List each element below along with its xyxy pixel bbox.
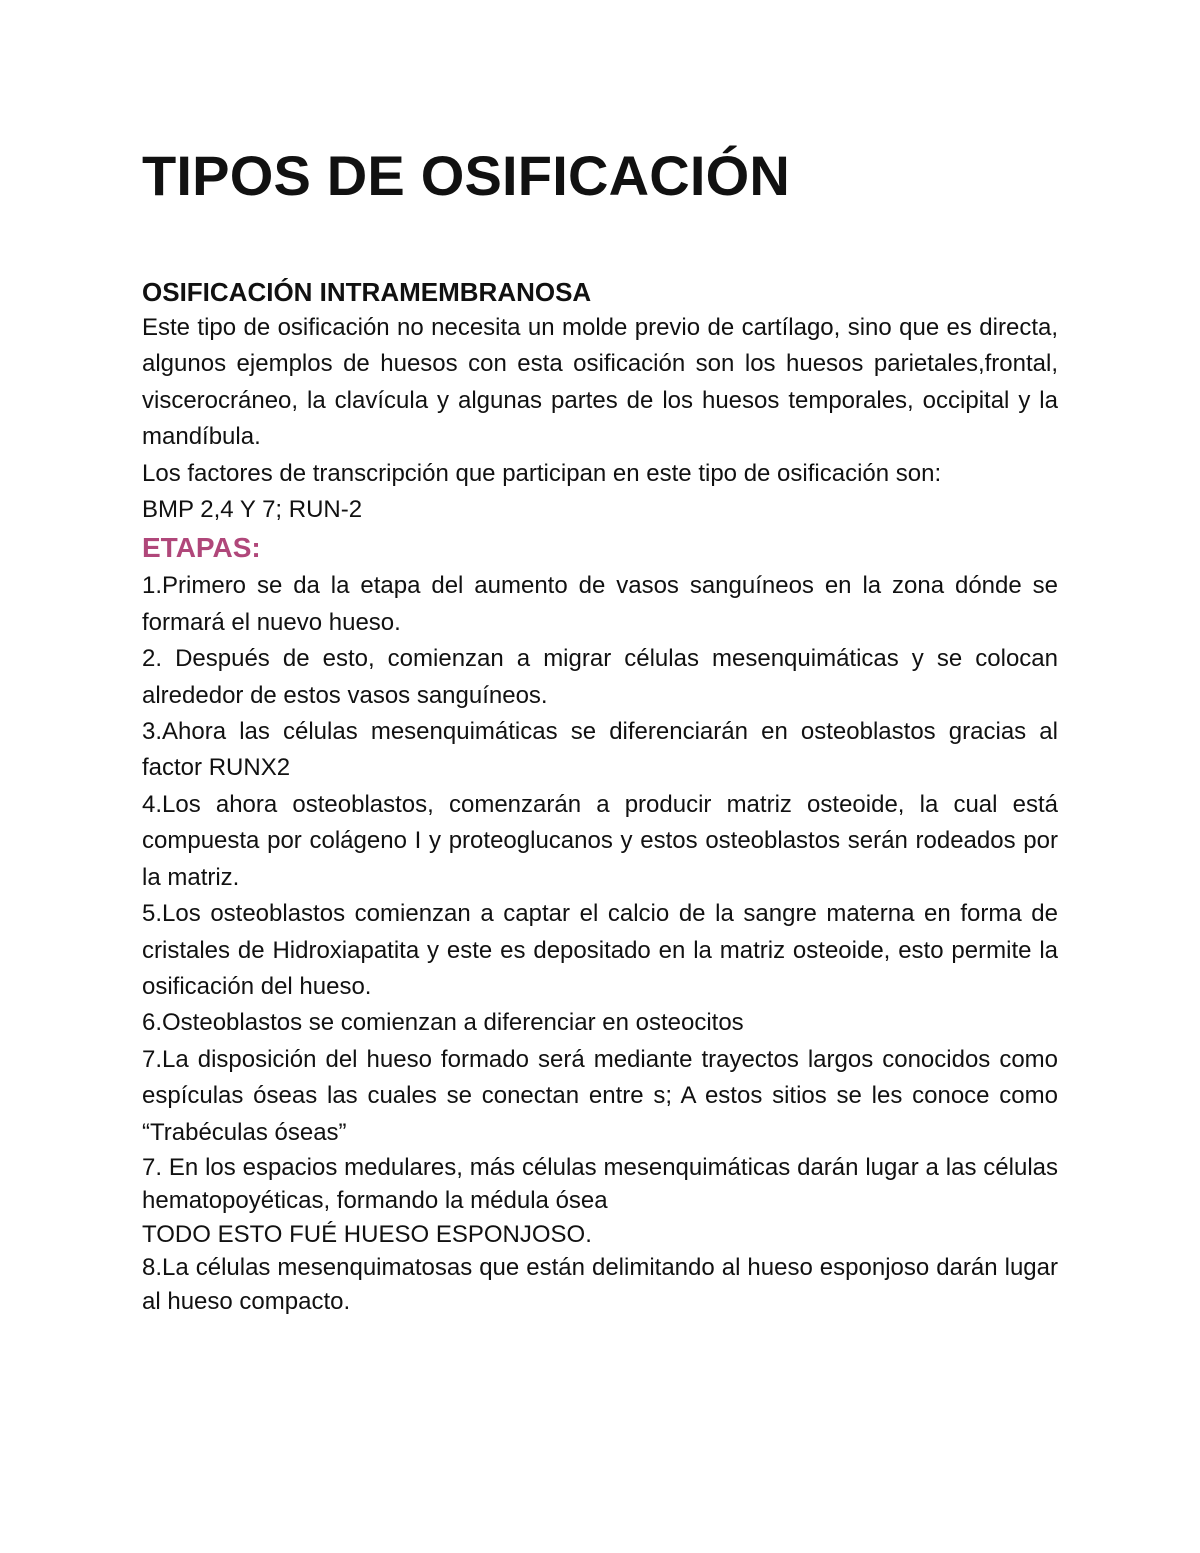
stage-2: 2. Después de esto, comienzan a migrar células mesenquimáticas y se colocan alrededor de estos vasos sanguíneos. <box>142 645 1058 709</box>
section-heading: OSIFICACIÓN INTRAMEMBRANOSA <box>142 277 592 307</box>
factors-line: Los factores de transcripción que participan en este tipo de osificación son: <box>142 459 942 487</box>
stage-7b: 7. En los espacios medulares, más células mesenquimáticas darán lugar a las células hematopoyéticas, formando la médula ósea <box>142 1153 1058 1215</box>
stage-5: 5.Los osteoblastos comienzan a captar el calcio de la sangre materna en forma de cristales de Hidroxiapatita y este es depositado en la matriz osteoide, esto permite la osificación del hueso. <box>142 900 1058 1000</box>
document-page <box>142 140 1058 1318</box>
intro-paragraph: Este tipo de osificación no necesita un molde previo de cartílago, sino que es directa, algunos ejemplos de huesos con esta osificación son los huesos parietales,frontal, viscerocráneo, la clavícula y algunas partes de los huesos temporales, occipital y la mandíbula. <box>142 314 1058 451</box>
stage-6: 6.Osteoblastos se comienzan a diferenciar en osteocitos <box>142 1009 744 1037</box>
factors-values: BMP 2,4 Y 7; RUN-2 <box>142 496 363 524</box>
stage-3: 3.Ahora las células mesenquimáticas se diferenciarán en osteoblastos gracias al factor RUNX2 <box>142 718 1058 782</box>
stage-1: 1.Primero se da la etapa del aumento de vasos sanguíneos en la zona dónde se formará el nuevo hueso. <box>142 572 1058 636</box>
stage-7: 7.La disposición del hueso formado será mediante trayectos largos conocidos como espículas óseas las cuales se conectan entre s; A estos sitios se les conoce como “Trabéculas óseas” <box>142 1045 1058 1146</box>
spongy-bone-note: TODO ESTO FUÉ HUESO ESPONJOSO. <box>142 1220 592 1248</box>
stages-heading: ETAPAS: <box>142 532 261 564</box>
document-title: TIPOS DE OSIFICACIÓN <box>142 144 791 207</box>
stage-4: 4.Los ahora osteoblastos, comenzarán a producir matriz osteoide, la cual está compuesta por colágeno I y proteoglucanos y estos osteoblastos serán rodeados por la matriz. <box>142 790 1058 891</box>
stage-8: 8.La células mesenquimatosas que están delimitando al hueso esponjoso darán lugar al hueso compacto. <box>142 1254 1058 1315</box>
